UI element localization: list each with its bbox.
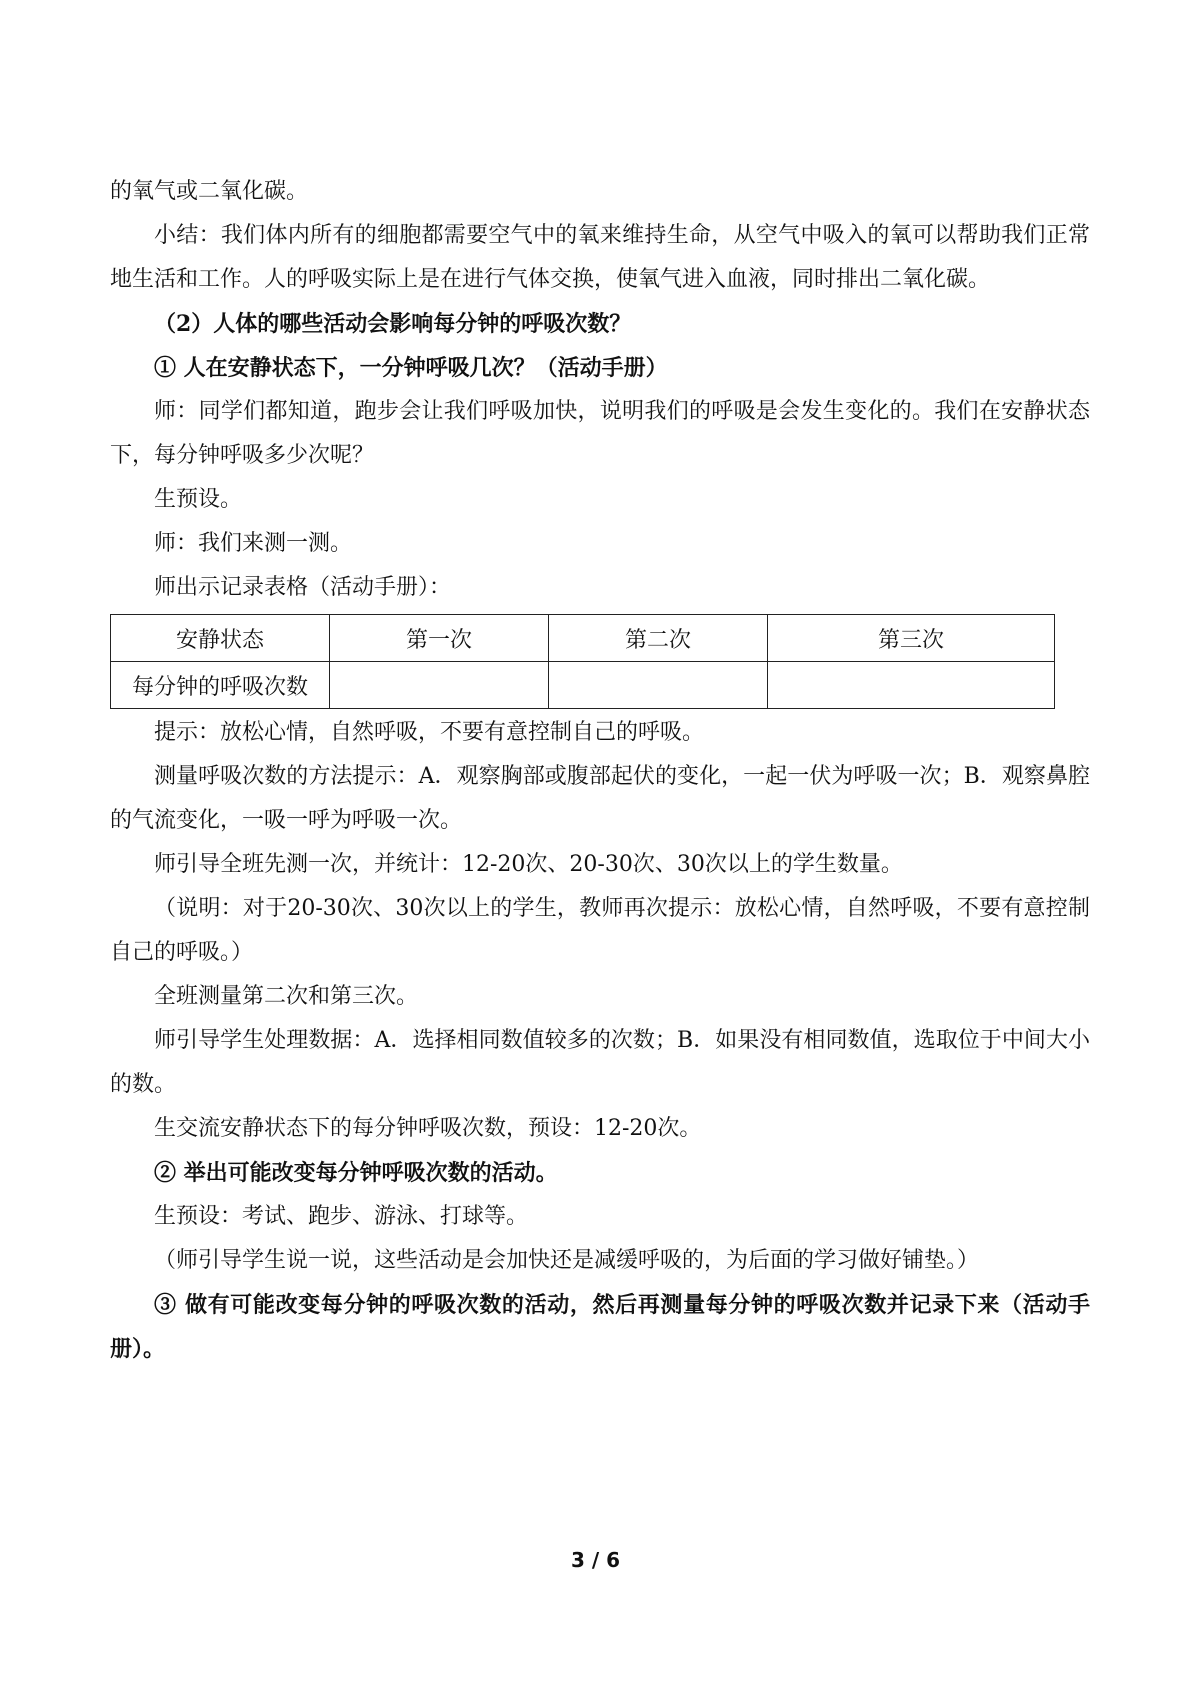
paragraph: （师引导学生说一说，这些活动是会加快还是减缓呼吸的，为后面的学习做好铺垫。） [154, 1248, 980, 1273]
table-header-cell: 第三次 [768, 615, 1055, 662]
record-table [110, 614, 1055, 709]
paragraph: 生交流安静状态下的每分钟呼吸次数，预设：12-20次。 [154, 1116, 702, 1141]
paragraph: 测量呼吸次数的方法提示：A．观察胸部或腹部起伏的变化，一起一伏为呼吸一次；B．观察鼻腔的气流变化，一吸一呼为呼吸一次。 [110, 764, 1090, 833]
paragraph: （说明：对于20-30次、30次以上的学生，教师再次提示：放松心情，自然呼吸，不要有意控制自己的呼吸。） [110, 896, 1090, 965]
table-cell [768, 662, 1055, 709]
paragraph: （2）人体的哪些活动会影响每分钟的呼吸次数？ [154, 311, 632, 337]
paragraph: 师出示记录表格（活动手册）： [154, 575, 452, 600]
paragraph: 全班测量第二次和第三次。 [154, 984, 419, 1009]
table-header-cell: 安静状态 [111, 615, 330, 662]
paragraph: ① 人在安静状态下，一分钟呼吸几次？（活动手册） [154, 355, 668, 381]
table-row-label: 每分钟的呼吸次数 [111, 662, 330, 709]
paragraphs-top [110, 170, 1090, 610]
paragraph: ③ 做有可能改变每分钟的呼吸次数的活动，然后再测量每分钟的呼吸次数并记录下来（活动手册）。 [110, 1292, 1090, 1362]
page-number: 3 / 6 [570, 1548, 621, 1572]
table-header-cell: 第二次 [549, 615, 768, 662]
paragraph: 师：我们来测一测。 [154, 531, 353, 556]
table-header-row [111, 615, 1055, 662]
table-cell [549, 662, 768, 709]
paragraphs-bottom [110, 711, 1090, 1371]
table-header-cell: 第一次 [330, 615, 549, 662]
table-cell [330, 662, 549, 709]
paragraph: 小结：我们体内所有的细胞都需要空气中的氧来维持生命，从空气中吸入的氧可以帮助我们正常地生活和工作。人的呼吸实际上是在进行气体交换，使氧气进入血液，同时排出二氧化碳。 [110, 223, 1090, 292]
paragraph: 师引导全班先测一次，并统计：12-20次、20-30次、30次以上的学生数量。 [154, 852, 903, 877]
paragraph: ② 举出可能改变每分钟呼吸次数的活动。 [154, 1160, 558, 1186]
paragraph: 生预设：考试、跑步、游泳、打球等。 [154, 1204, 529, 1229]
paragraph: 的氧气或二氧化碳。 [110, 179, 309, 204]
document-body [110, 170, 1090, 1371]
paragraph: 提示：放松心情，自然呼吸，不要有意控制自己的呼吸。 [154, 720, 705, 745]
table-row [111, 662, 1055, 709]
paragraph: 生预设。 [154, 487, 243, 512]
paragraph: 师引导学生处理数据：A．选择相同数值较多的次数；B．如果没有相同数值，选取位于中间大小的数。 [110, 1028, 1090, 1097]
paragraph: 师：同学们都知道，跑步会让我们呼吸加快，说明我们的呼吸是会发生变化的。我们在安静状态下，每分钟呼吸多少次呢？ [110, 399, 1090, 468]
